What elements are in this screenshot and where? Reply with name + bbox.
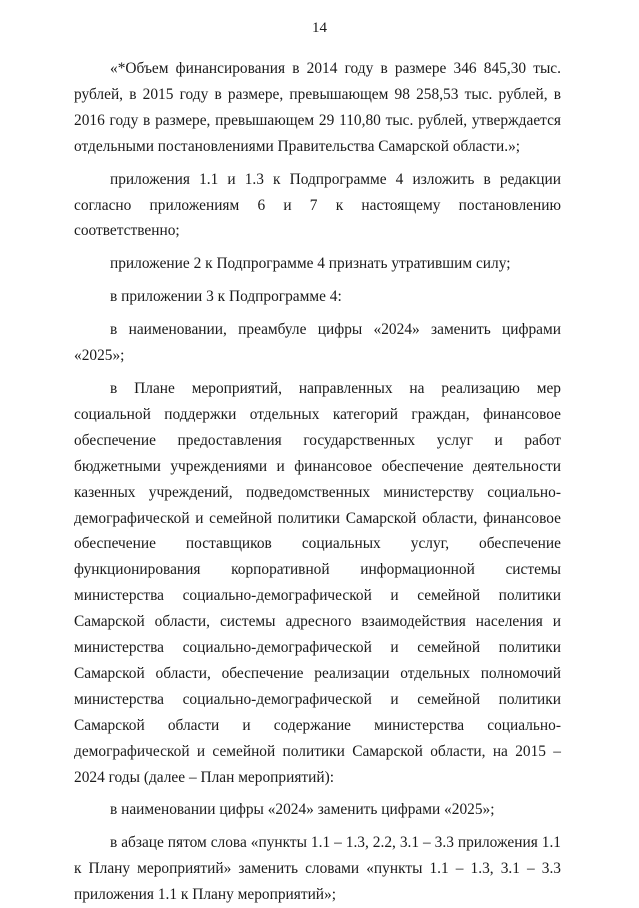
paragraph-name-preamble-change: в наименовании, преамбуле цифры «2024» заменить цифрами «2025»; — [74, 321, 561, 365]
paragraph-appendix-2-invalid: приложение 2 к Подпрограмме 4 признать утратившим силу; — [110, 255, 511, 273]
document-body — [74, 56, 561, 908]
paragraph-appendix-3-intro: в приложении 3 к Подпрограмме 4: — [110, 288, 342, 306]
paragraph-fifth-abzac-change: в абзаце пятом слова «пункты 1.1 – 1.3, 2.2, 3.1 – 3.3 приложения 1.1 к Плану мероприятий» заменить словами «пункты 1.1 – 1.3, 3.1 – 3.3 приложения 1.1 к Плану мероприятий»; — [74, 834, 561, 904]
paragraph-appendices-1-1-1-3: приложения 1.1 и 1.3 к Подпрограмме 4 изложить в редакции согласно приложениям 6 и 7 к настоящему постановлению соответственно; — [74, 170, 561, 240]
paragraph-plan-of-measures: в Плане мероприятий, направленных на реализацию мер социальной поддержки отдельных категорий граждан, финансовое обеспечение предоставления государственных услуг и работ бюджетными учреждениями и финансовое обеспечение деятельности казенных учреждений, подведомственных министерству социально-демографической и семейной политики Самарской области, финансовое обеспечение поставщиков социальных услуг, обеспечение функционирования корпоративной информационной системы министерства социально-демографической и семейной политики Самарской области, системы адресного взаимодействия населения и министерства социально-демографической и семейной политики Самарской области, обеспечение реализации отдельных полномочий министерства социально-демографической и семейной политики Самарской области и содержание министерства социально-демографической и семейной политики Самарской области, на 2015 – 2024 годы (далее – План мероприятий): — [74, 379, 561, 786]
paragraph-funding-volume: «*Объем финансирования в 2014 году в размере 346 845,30 тыс. рублей, в 2015 году в размере, превышающем 98 258,53 тыс. рублей, в 2016 году в размере, превышающем 29 110,80 тыс. рублей, утверждается отдельными постановлениями Правительства Самарской области.»; — [74, 60, 561, 155]
page-number: 14 — [312, 20, 327, 36]
paragraph-name-digits-change: в наименовании цифры «2024» заменить цифрами «2025»; — [110, 801, 495, 819]
